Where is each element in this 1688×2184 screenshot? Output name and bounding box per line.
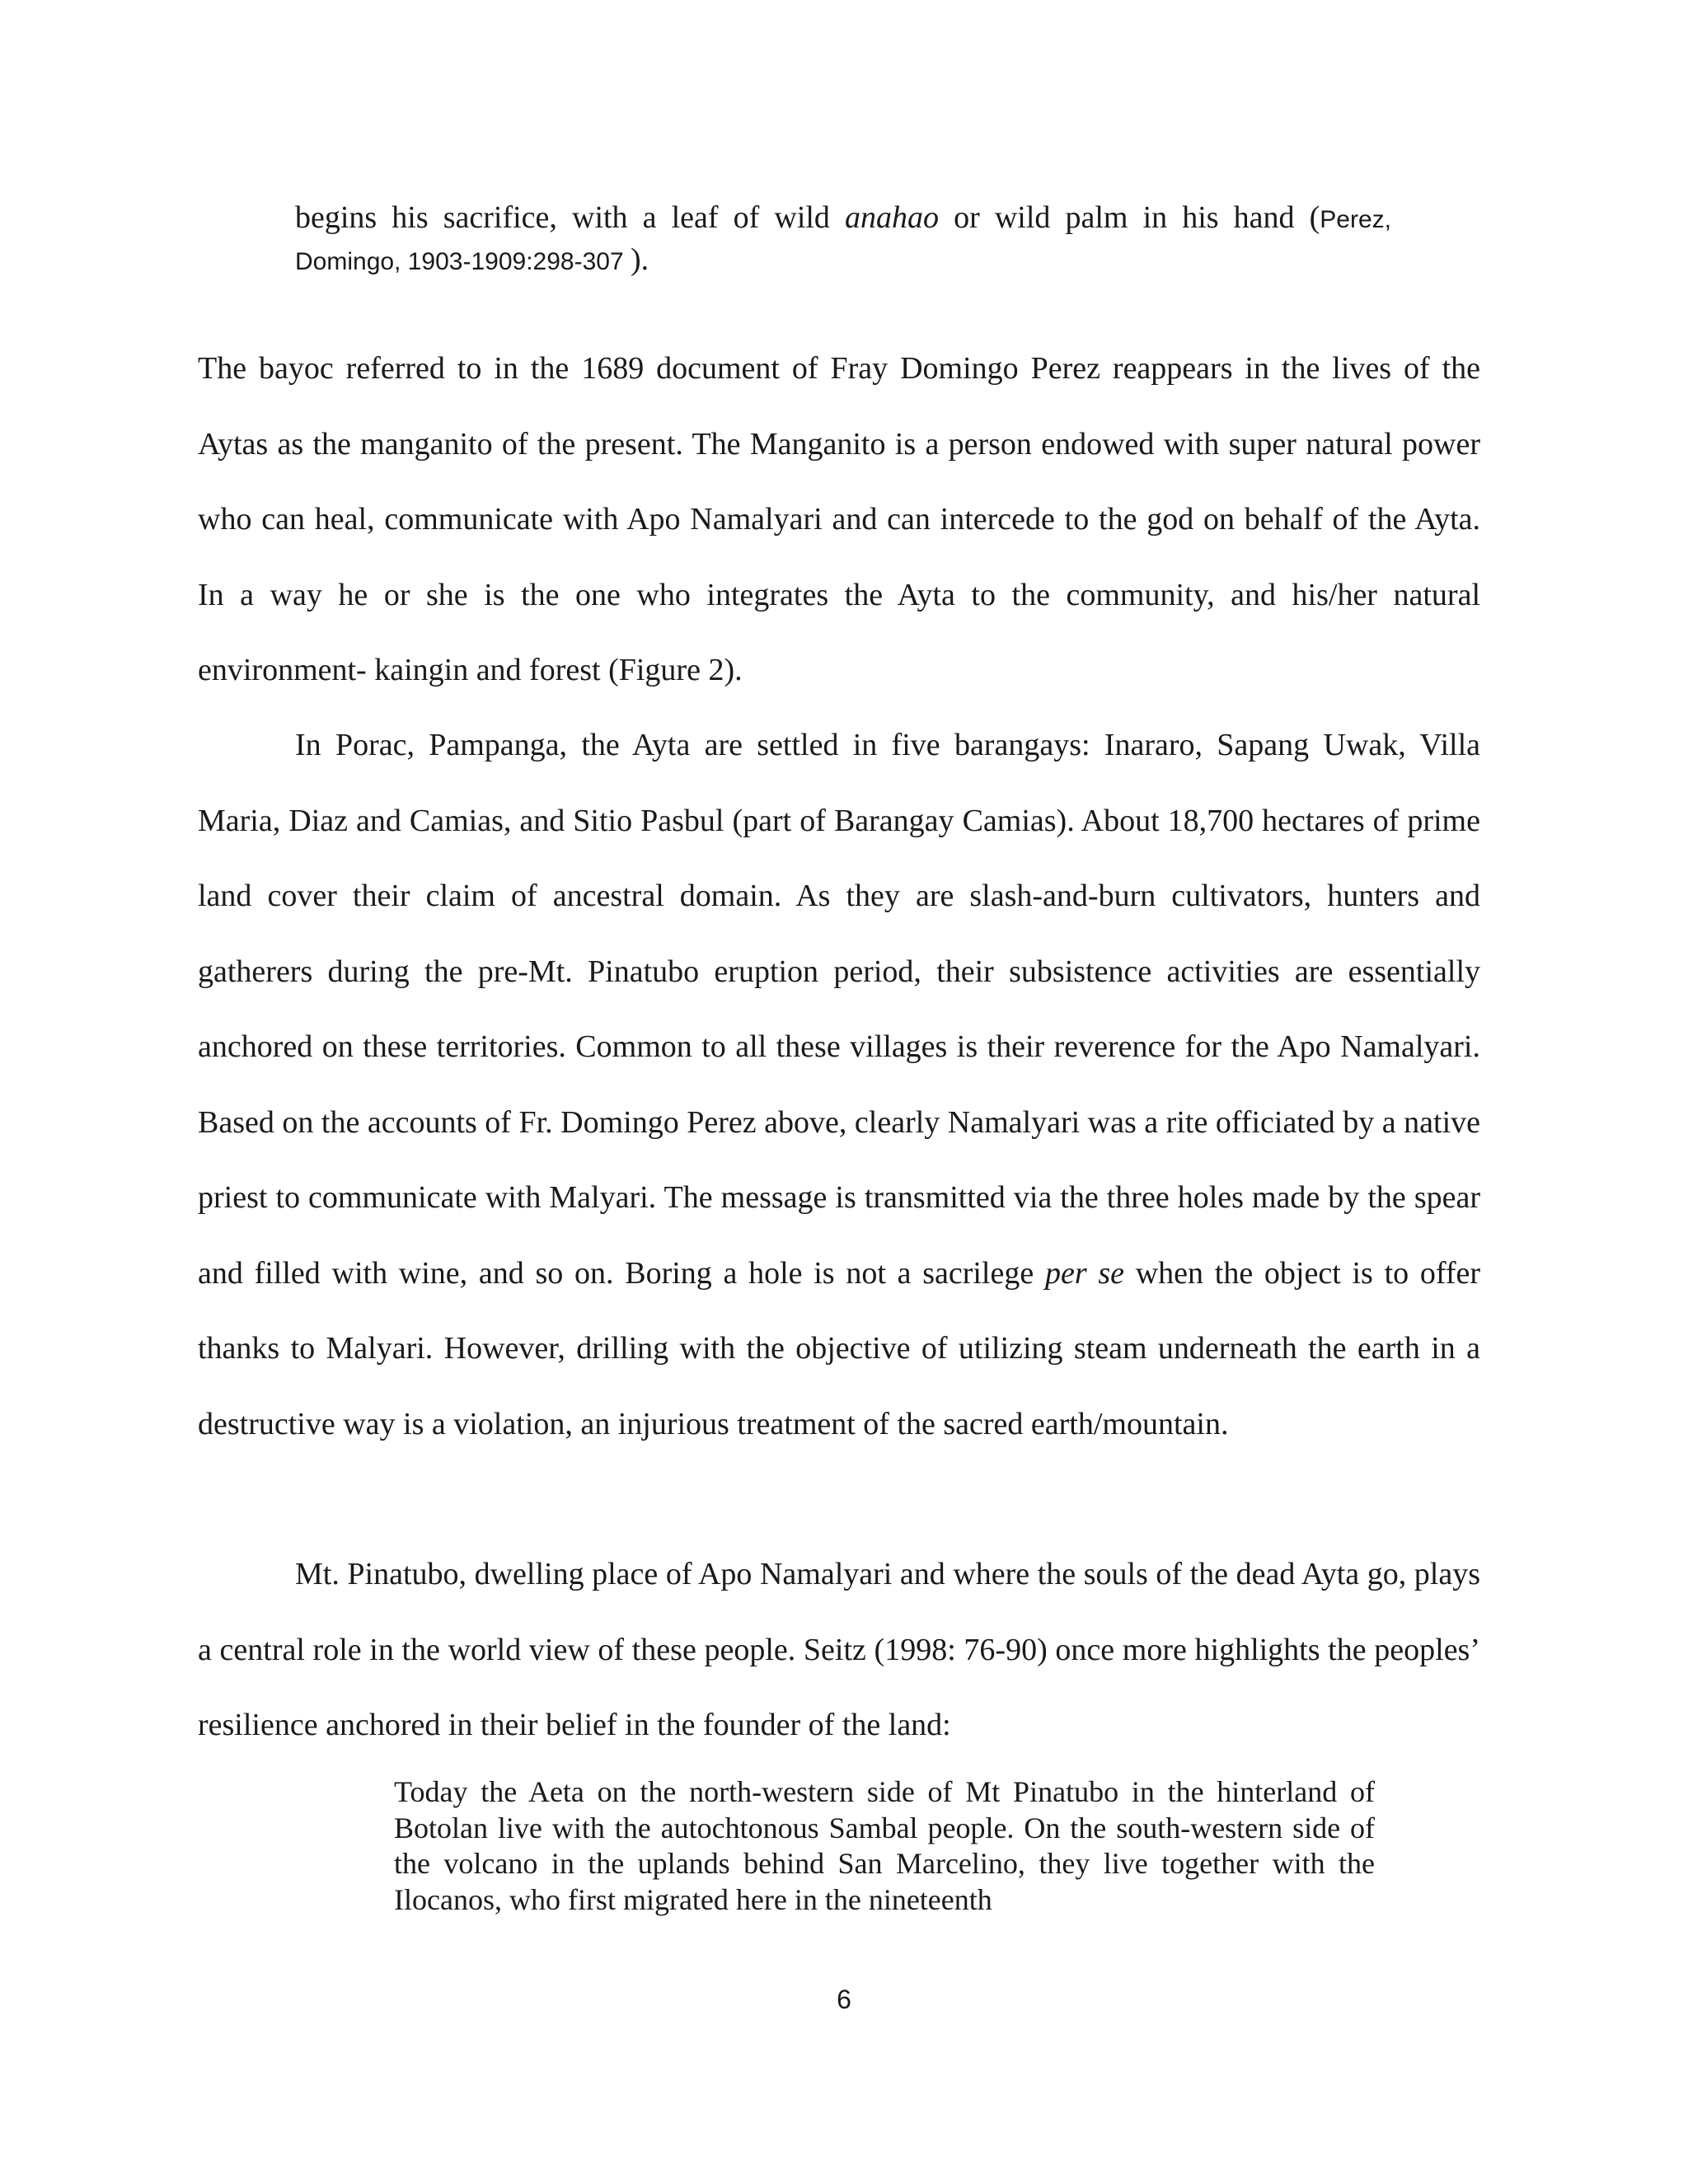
paragraph-pinatubo: Mt. Pinatubo, dwelling place of Apo Namalyari and where the souls of the dead Ayta go, plays a central role in the world view of these people. Seitz (1998: 76-90) once more highlights the peoples’ resilience anchored in their belief in the founder of the land:: [198, 1557, 1480, 1742]
paragraph-porac: [198, 708, 1480, 1462]
paragraph-porac-text-1: In Porac, Pampanga, the Ayta are settled in five barangays: Inararo, Sapang Uwak, Villa Maria, Diaz and Camias, and Sitio Pasbul (part of Barangay Camias). About 18,700 hectares of prime land cover their claim of ancestral domain. As they are slash-and-burn cultivators, hunters and gatherers during the pre-Mt. Pinatubo eruption period, their subsistence activities are essentially anchored on these territories. Common to all these villages is their reverence for the Apo Namalyari. Based on the accounts of Fr. Domingo Perez above, clearly Namalyari was a rite officiated by a native priest to communicate with Malyari. The message is transmitted via the three holes made by the spear and filled with wine, and so on. Boring a hole is not a sacrilege: [198, 728, 1480, 1291]
paragraph-bayoc: The bayoc referred to in the 1689 document of Fray Domingo Perez reappears in the lives of the Aytas as the manganito of the present. The Manganito is a person endowed with super natural power who can heal, communicate with Apo Namalyari and can intercede to the god on behalf of the Ayta. In a way he or she is the one who integrates the Ayta to the community, and his/her natural environment- kaingin and forest (Figure 2).: [198, 351, 1480, 687]
quote-top-italic-term: anahao: [845, 200, 940, 235]
paragraph-porac-italic: per se: [1044, 1255, 1125, 1291]
block-quote-bottom: Today the Aeta on the north-western side of Mt Pinatubo in the hinterland of Botolan live with the autochtonous Sambal people. On the south-western side of the volcano in the uplands behind San Marcelino, they live together with the Ilocanos, who first migrated here in the nineteenth: [394, 1775, 1375, 1916]
quote-top-text-1: begins his sacrifice, with a leaf of wild: [295, 200, 846, 235]
paragraph-porac-text-2: when the object is to offer thanks to Malyari. However, drilling with the objective of utilizing steam underneath the earth in a destructive way is a violation, an injurious treatment of the sacred earth/mountain.: [198, 1255, 1481, 1441]
quote-top-text-3: ).: [630, 242, 649, 277]
block-quote-top: [295, 198, 1391, 282]
quote-top-citation: Perez, Domingo, 1903-1909:298-307: [295, 206, 1391, 275]
quote-top-text-2: or wild palm in his hand (: [939, 200, 1320, 235]
page-number: 6: [837, 1985, 851, 2014]
